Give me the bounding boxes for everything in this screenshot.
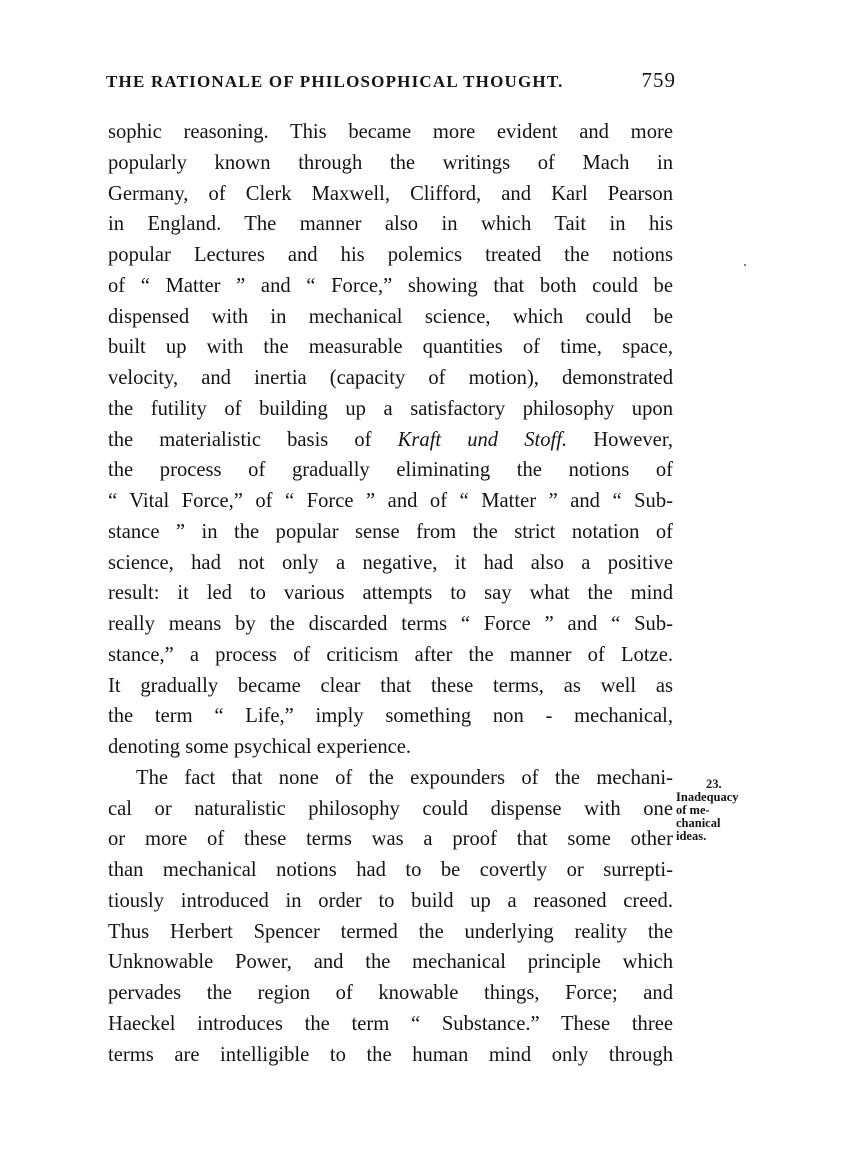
margin-note [676, 778, 758, 843]
text-line: stance,” a process of criticism after the manner of Lotze. [108, 643, 673, 666]
text-line: of “ Matter ” and “ Force,” showing that both could be [108, 274, 673, 297]
running-head [106, 68, 676, 93]
text-line: result: it led to various attempts to say what the mind [108, 582, 673, 605]
paragraph-1 [108, 117, 673, 763]
text-line: denoting some psychical experience. [108, 736, 412, 758]
italic-phrase: Kraft und Stoff. [397, 428, 568, 451]
text-line: terms are intelligible to the human mind only through [108, 1043, 673, 1066]
page-number: 759 [641, 68, 676, 92]
margin-note-number: 23. [706, 777, 722, 791]
text-segment: the materialistic basis of [108, 428, 398, 451]
text-line: “ Vital Force,” of “ Force ” and of “ Matter ” and “ Sub- [108, 490, 673, 512]
text-line: Germany, of Clerk Maxwell, Clifford, and Karl Pearson [108, 182, 673, 205]
text-line: The fact that none of the expounders of the mechani- [136, 766, 673, 789]
text-line: popular Lectures and his polemics treated the notions [108, 244, 673, 266]
text-line: popularly known through the writings of Mach in [108, 151, 673, 174]
margin-note-line: Inadequacy [676, 790, 739, 804]
text-line: Thus Herbert Spencer termed the underlying reality the [108, 920, 673, 943]
text-line: the term “ Life,” imply something non - mechanical, [108, 705, 673, 728]
text-line: in England. The manner also in which Tait in his [108, 213, 673, 236]
text-line: sophic reasoning. This became more evident and more [108, 121, 673, 143]
text-line: Unknowable Power, and the mechanical principle which [108, 951, 673, 974]
text-line: tiously introduced in order to build up a reasoned creed. [108, 889, 673, 912]
text-segment: However, [567, 428, 673, 451]
text-line: velocity, and inertia (capacity of motion), demonstrated [108, 367, 673, 389]
text-line: really means by the discarded terms “ Force ” and “ Sub- [108, 613, 673, 635]
text-line: cal or naturalistic philosophy could dispense with one [108, 797, 673, 820]
text-line: It gradually became clear that these terms, as well as [108, 674, 673, 697]
margin-note-line: of me- [676, 803, 710, 817]
body-text [108, 117, 673, 1070]
margin-note-line: ideas. [676, 829, 707, 843]
text-line: Haeckel introduces the term “ Substance.” These three [108, 1012, 673, 1035]
text-line: than mechanical notions had to be covertly or surrepti- [108, 859, 673, 881]
text-line: science, had not only a negative, it had also a positive [108, 551, 673, 574]
text-line: the process of gradually eliminating the notions of [108, 459, 673, 482]
text-line: dispensed with in mechanical science, which could be [108, 305, 673, 328]
text-line: stance ” in the popular sense from the strict notation of [108, 520, 673, 543]
text-line: or more of these terms was a proof that some other [108, 828, 673, 851]
running-head-title: THE RATIONALE OF PHILOSOPHICAL THOUGHT. [106, 72, 564, 91]
ink-speck [744, 264, 746, 266]
text-line: the futility of building up a satisfactory philosophy upon [108, 397, 673, 420]
text-line: built up with the measurable quantities of time, space, [108, 336, 673, 359]
margin-note-line: chanical [676, 816, 721, 830]
text-line-with-italic [108, 425, 673, 456]
text-line: pervades the region of knowable things, Force; and [108, 982, 673, 1004]
paragraph-2 [108, 763, 673, 1071]
